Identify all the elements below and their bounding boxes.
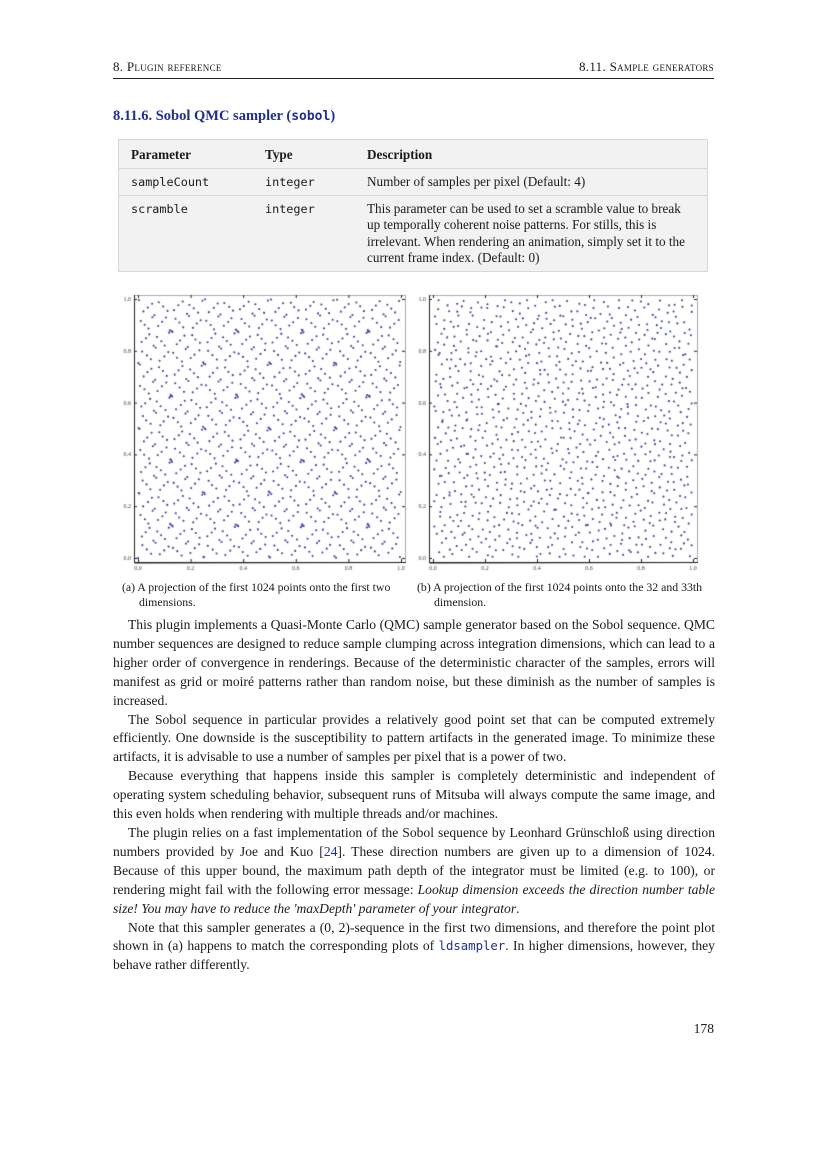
section-title-close: ) [330, 108, 336, 124]
col-header-type: Type [265, 147, 293, 162]
col-header-description: Description [367, 147, 433, 162]
caption-text-a: A projection of the first 1024 points onto the first two dimensions. [137, 580, 391, 609]
param-name: scramble [119, 195, 254, 271]
paragraph [113, 824, 715, 919]
figure-caption-b [417, 580, 720, 610]
header-chapter: 8. Plugin reference [113, 59, 222, 74]
param-type: integer [253, 195, 355, 271]
plugin-link-ldsampler[interactable]: ldsampler [438, 939, 506, 954]
section-number: 8.11.6. [113, 108, 153, 124]
citation-link[interactable]: 24 [323, 843, 338, 859]
scatter-plot-b [412, 288, 712, 578]
table-row [119, 195, 708, 271]
param-type: integer [253, 169, 355, 196]
scatter-plot-a [118, 288, 413, 578]
paragraph: This plugin implements a Quasi-Monte Carlo (QMC) sample generator based on the Sobol sequence. QMC number sequences are designed to reduce sample clumping across integration dimensions, which can lead to a higher order of convergence in renderings. Because of the deterministic character of the samples, errors will manifest as grid or moiré patterns rather than random noise, but these diminish as the number of samples is increased. [113, 617, 715, 708]
figure-caption-a [122, 580, 425, 610]
param-description: This parameter can be used to set a scramble value to break up temporally coherent noise patterns. For stills, this is irrelevant. When rendering an animation, simply set it to the current frame index. (Default: 0) [355, 195, 708, 271]
header-section: 8.11. Sample generators [579, 59, 714, 74]
page-number: 178 [693, 1021, 714, 1036]
caption-label-a: (a) [122, 580, 136, 594]
text-span: The plugin relies on a fast implementation of the Sobol sequence by Leonhard Grünschloß using direction numbers provided by Joe and Kuo [ [113, 824, 715, 859]
text-span: . [516, 900, 520, 916]
body-text [113, 616, 715, 975]
caption-text-b: A projection of the first 1024 points onto the 32 and 33th dimension. [433, 580, 703, 609]
param-description: Number of samples per pixel (Default: 4) [355, 169, 708, 196]
section-title-text: Sobol QMC sampler ( [155, 108, 292, 124]
paragraph: The Sobol sequence in particular provides a relatively good point set that can be computed extremely efficiently. One downside is the susceptibility to pattern artifacts in the generated image. To minimize these artifacts, it is advisable to use a number of samples per pixel that is a power of two. [113, 711, 715, 765]
text-span: Note that this sampler generates a (0, 2)-sequence in the first two dimensions, and therefore the point plot shown in (a) happens to match the corresponding plots of [113, 919, 715, 954]
text-span: . In higher dimensions, however, they behave rather differently. [113, 938, 715, 973]
running-header [113, 58, 714, 79]
scatter-canvas-b [412, 288, 712, 578]
section-heading [113, 108, 335, 125]
parameter-table [118, 139, 708, 272]
param-name: sampleCount [119, 169, 254, 196]
text-span: ]. These direction numbers are given up to a dimension of 1024. Because of this upper bound, the maximum path depth of the integrator must be limited (e.g. to 100), or rendering might fail with the following error message: [113, 843, 715, 897]
table-row [119, 169, 708, 196]
scatter-canvas-a [118, 288, 413, 578]
caption-label-b: (b) [417, 580, 431, 594]
paragraph [113, 919, 715, 976]
error-message: Lookup dimension exceeds the direction number table size! You may have to reduce the 'maxDepth' parameter of your integrator [113, 881, 716, 916]
plugin-id: sobol [291, 109, 331, 124]
col-header-parameter: Parameter [131, 147, 192, 162]
paragraph: Because everything that happens inside this sampler is completely deterministic and independent of operating system scheduling behavior, subsequent runs of Mitsuba will always compute the same image, and this even holds when rendering with multiple threads and/or machines. [113, 768, 715, 822]
table-header-row [119, 140, 708, 169]
